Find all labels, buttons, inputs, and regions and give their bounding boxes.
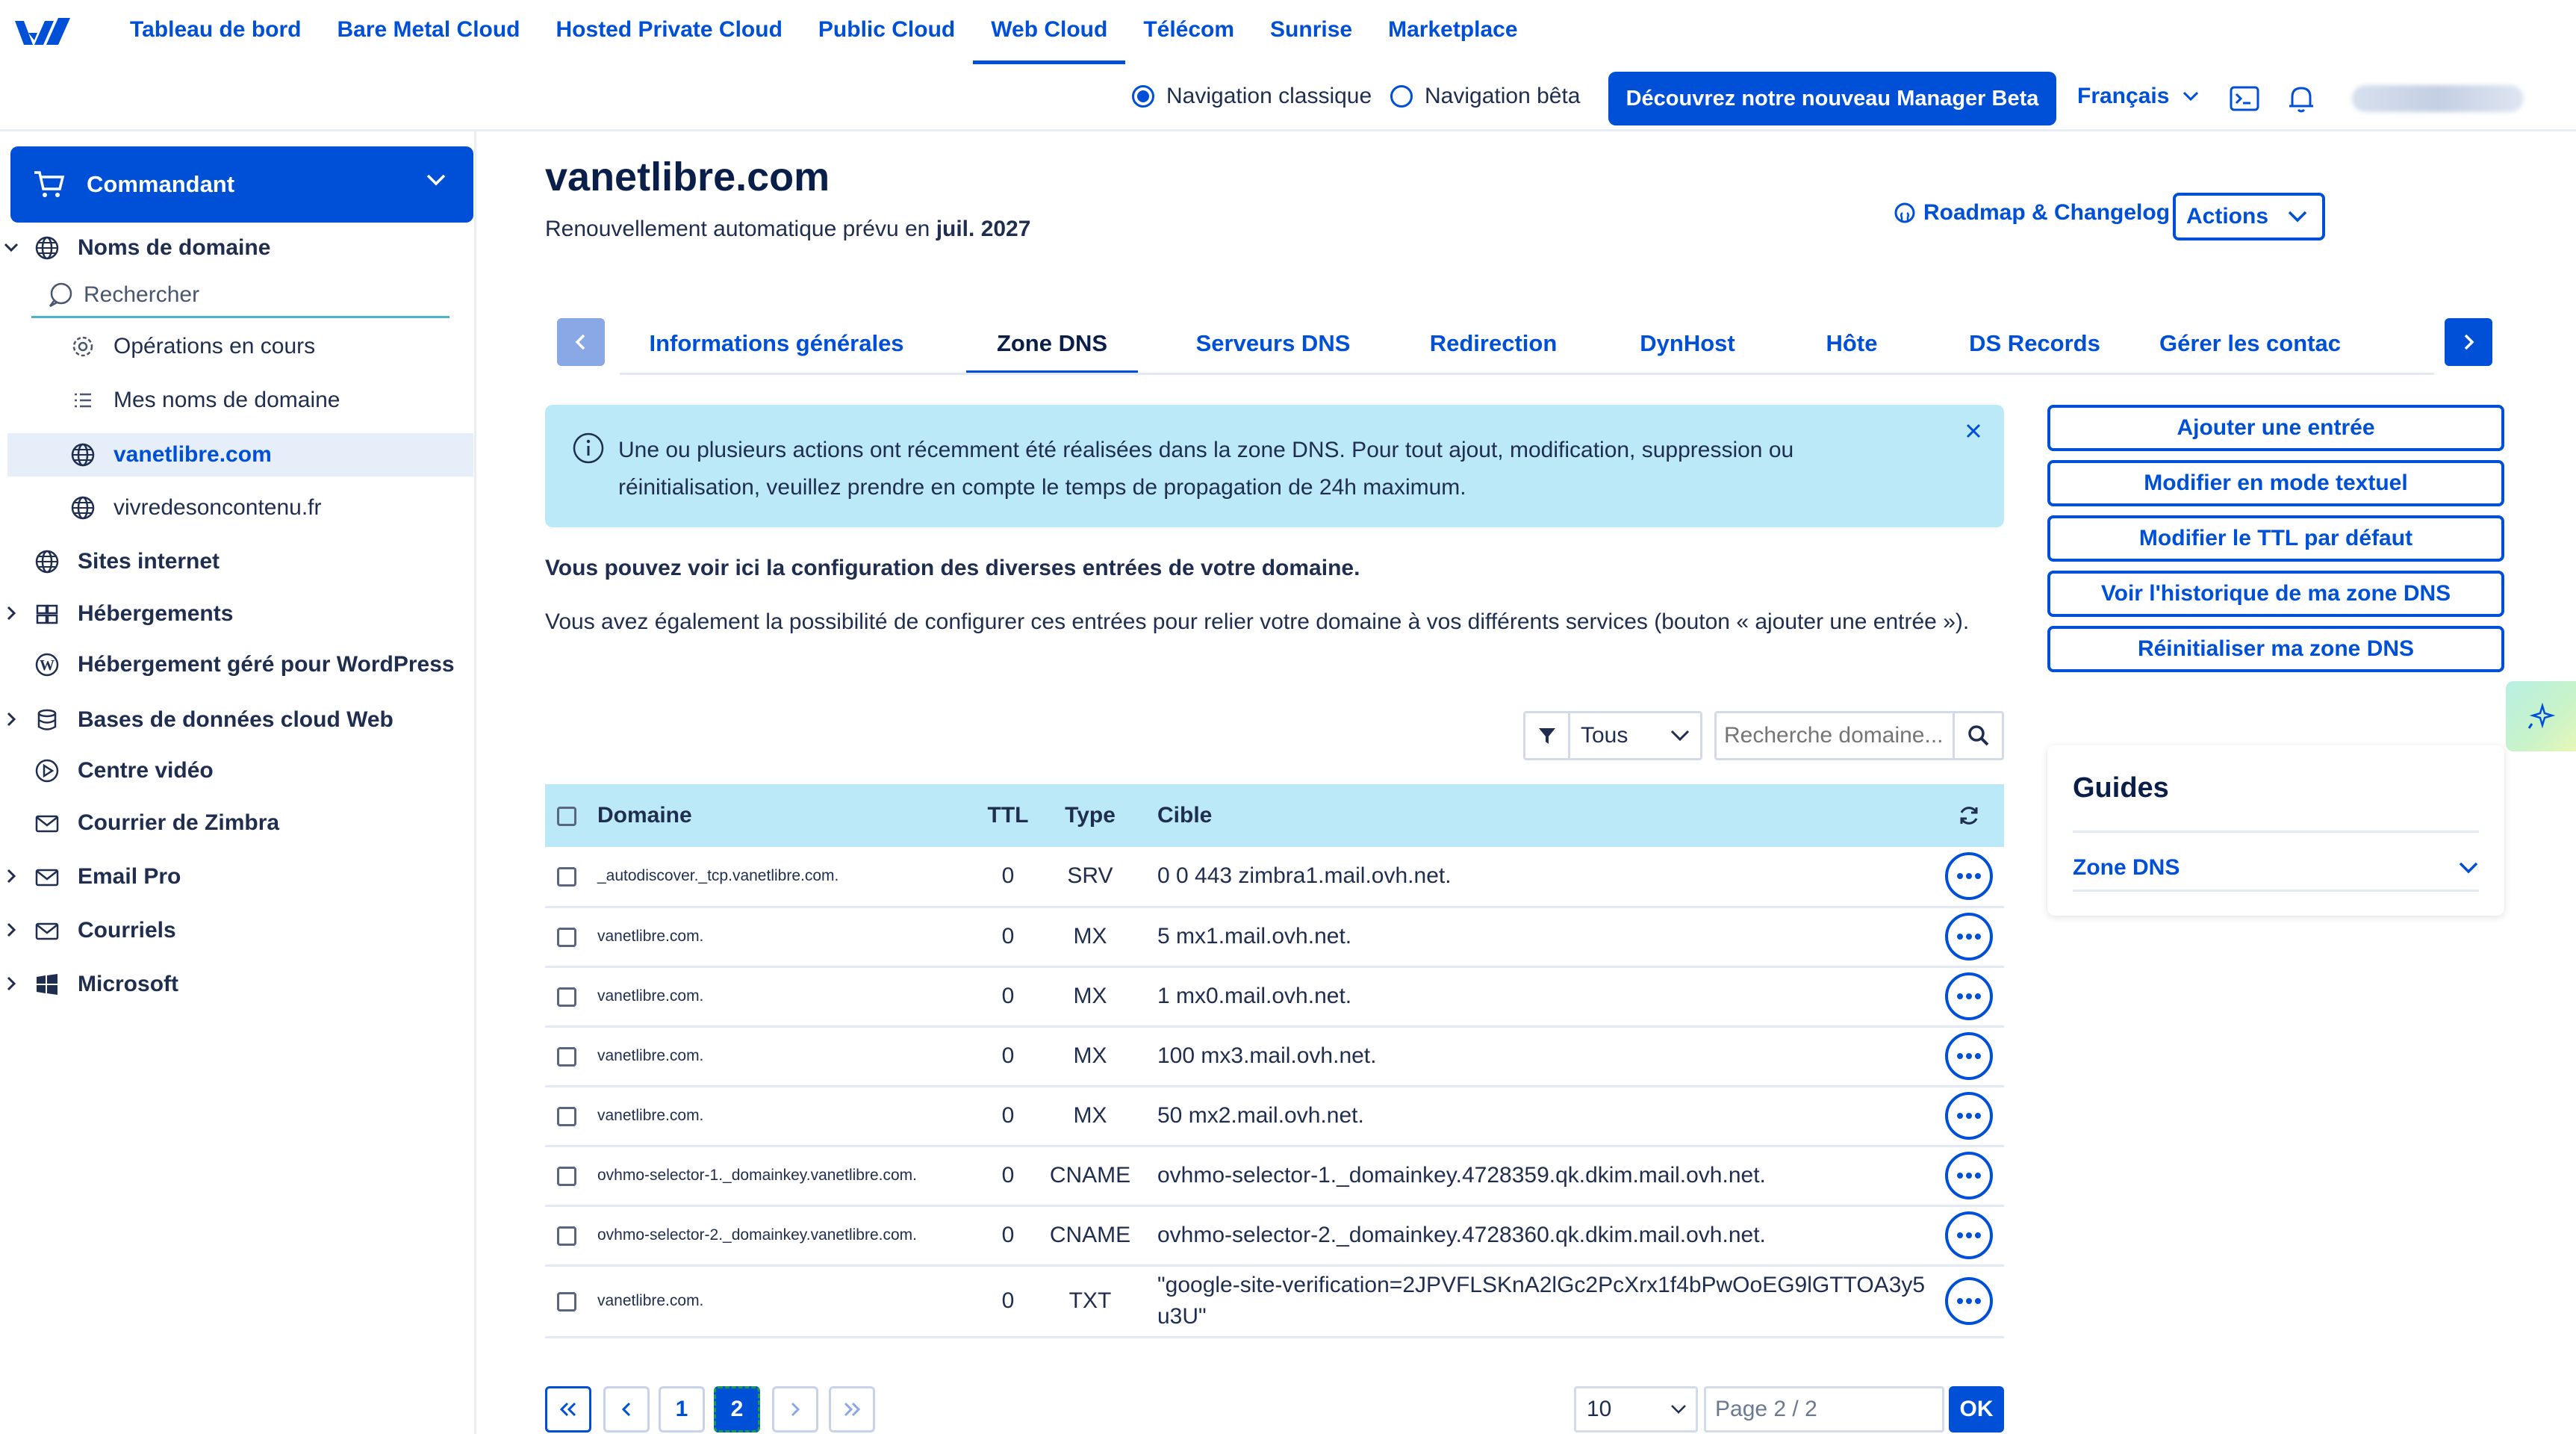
cell-ttl: 0 <box>978 1265 1038 1337</box>
chevron-down-icon <box>426 173 447 187</box>
chevron-right-icon[interactable] <box>3 711 19 727</box>
row-select-cell <box>545 1026 597 1086</box>
windows-icon <box>34 972 60 997</box>
table-row <box>545 907 2004 966</box>
globe-icon <box>34 235 60 261</box>
row-more-button[interactable] <box>1945 852 1993 900</box>
sidebar-item-label: Courrier de Zimbra <box>78 810 280 835</box>
sidebar-item-label: Sites internet <box>78 549 220 574</box>
row-checkbox[interactable] <box>557 987 576 1007</box>
row-select-cell <box>545 847 597 907</box>
items-per-page-select[interactable] <box>1574 1386 1698 1433</box>
sidebar-item-label: vivredesoncontenu.fr <box>113 495 322 520</box>
info-icon <box>572 432 605 465</box>
sidebar-item-vivredesoncontenu[interactable] <box>70 487 322 529</box>
cell-ttl: 0 <box>978 1205 1038 1265</box>
cell-ttl: 0 <box>978 1026 1038 1086</box>
sidebar-item-zimbra[interactable] <box>34 801 279 845</box>
sidebar-search-placeholder: Rechercher <box>84 282 200 307</box>
cell-type: TXT <box>1038 1265 1142 1337</box>
page-number-input[interactable] <box>1704 1386 1944 1433</box>
tabs <box>620 314 2434 375</box>
previous-page-button[interactable] <box>603 1386 650 1433</box>
cell-type: MX <box>1038 966 1142 1026</box>
sidebar-item-label: Mes noms de domaine <box>113 388 340 412</box>
cell-target: 100 mx3.mail.ovh.net. <box>1142 1026 1934 1086</box>
info-banner <box>545 405 2004 527</box>
sidebar-item-label: Courriels <box>78 918 176 943</box>
sidebar-item-email-pro[interactable] <box>34 854 181 899</box>
search-bubble-icon <box>46 281 75 309</box>
sidebar-item-label: Opérations en cours <box>113 334 316 358</box>
cell-target: 0 0 443 zimbra1.mail.ovh.net. <box>1142 847 1934 907</box>
column-header-ttl[interactable]: TTL <box>987 803 1029 828</box>
cell-type: MX <box>1038 907 1142 966</box>
edit-text-mode-button[interactable]: Modifier en mode textuel <box>2047 460 2504 506</box>
cell-target: ovhmo-selector-1._domainkey.4728359.qk.dkim.mail.ovh.net. <box>1142 1146 1934 1205</box>
mail-icon <box>34 918 60 943</box>
row-more-button[interactable] <box>1945 1032 1993 1080</box>
sidebar-item-video-center[interactable] <box>34 748 214 793</box>
globe-icon <box>34 549 60 574</box>
chevron-right-icon[interactable] <box>3 868 19 884</box>
chevron-down-icon <box>2288 211 2307 223</box>
search-button[interactable] <box>1953 713 2002 758</box>
cell-domain: ovhmo-selector-1._domainkey.vanetlibre.com. <box>597 1146 978 1205</box>
double-chevron-right-icon <box>842 1401 862 1418</box>
row-more-button[interactable] <box>1945 1211 1993 1259</box>
row-more-button[interactable] <box>1945 972 1993 1020</box>
sidebar-item-microsoft[interactable] <box>34 962 178 1007</box>
chevron-down-icon <box>1670 1404 1687 1415</box>
play-icon <box>34 758 60 783</box>
cell-target: 1 mx0.mail.ovh.net. <box>1142 966 1934 1026</box>
globe-icon <box>70 442 96 468</box>
guides-panel <box>2047 745 2504 916</box>
type-filter-select[interactable] <box>1523 711 1702 760</box>
refresh-icon[interactable] <box>1957 804 1981 828</box>
cell-domain: vanetlibre.com. <box>597 1265 978 1337</box>
edit-default-ttl-button[interactable]: Modifier le TTL par défaut <box>2047 515 2504 562</box>
guide-zone-dns-label: Zone DNS <box>2073 854 2180 880</box>
classic-navigation-label: Navigation classique <box>1166 84 1372 108</box>
tab-zone-dns[interactable]: Zone DNS <box>966 314 1138 375</box>
sidebar-item-vanetlibre[interactable] <box>7 433 473 477</box>
cell-target: "google-site-verification=2JPVFLSKnA2lGc2PcXrx1f4bPwOoEG9lGTTOA3y5u3U" <box>1142 1265 1934 1337</box>
cell-type: SRV <box>1038 847 1142 907</box>
add-entry-button[interactable]: Ajouter une entrée <box>2047 405 2504 451</box>
actions-dropdown[interactable] <box>2173 193 2325 240</box>
tab-ds-records[interactable]: DS Records <box>1969 330 2100 356</box>
row-select-cell <box>545 1205 597 1265</box>
chevron-left-icon <box>620 1401 632 1418</box>
cell-type: CNAME <box>1038 1146 1142 1205</box>
ai-assistant-button[interactable] <box>2506 681 2576 751</box>
list-icon <box>70 388 96 413</box>
tab-dns-servers[interactable]: Serveurs DNS <box>1195 330 1351 356</box>
roadmap-changelog-link[interactable] <box>1894 200 2170 226</box>
filter-icon <box>1525 713 1570 758</box>
cell-target: ovhmo-selector-2._domainkey.4728360.qk.dkim.mail.ovh.net. <box>1142 1205 1934 1265</box>
reset-dns-zone-button[interactable]: Réinitialiser ma zone DNS <box>2047 626 2504 672</box>
row-actions-cell <box>1934 1205 2004 1265</box>
cell-target: 50 mx2.mail.ovh.net. <box>1142 1086 1934 1146</box>
cart-icon <box>33 170 66 199</box>
row-actions-cell <box>1934 1026 2004 1086</box>
servers-icon <box>34 601 60 627</box>
intro-heading: Vous pouvez voir ici la configuration des diverses entrées de votre domaine. <box>545 556 1360 580</box>
cell-type: CNAME <box>1038 1205 1142 1265</box>
row-actions-cell <box>1934 1265 2004 1337</box>
cell-ttl: 0 <box>978 1086 1038 1146</box>
sidebar-item-hosting[interactable] <box>34 592 233 636</box>
close-icon[interactable] <box>1962 420 1985 442</box>
main-navigation <box>112 0 1536 64</box>
sparkle-icon <box>2526 701 2556 731</box>
column-header-domain[interactable]: Domaine <box>597 803 692 828</box>
svg-text:W: W <box>40 657 55 674</box>
select-all-cell <box>545 784 597 847</box>
sidebar-item-label: Noms de domaine <box>78 235 271 260</box>
renewal-info <box>545 217 1030 242</box>
beta-navigation-label: Navigation bêta <box>1425 84 1581 108</box>
row-checkbox[interactable] <box>557 1047 576 1067</box>
chevron-down-icon <box>1670 730 1690 742</box>
items-per-page-value: 10 <box>1587 1397 1612 1421</box>
table-header-row <box>545 784 2004 847</box>
column-header-target[interactable]: Cible <box>1157 803 1213 828</box>
sidebar-item-websites[interactable] <box>34 539 220 584</box>
cell-domain: vanetlibre.com. <box>597 907 978 966</box>
tab-manage-contacts[interactable]: Gérer les contac <box>2159 330 2341 356</box>
last-page-button[interactable] <box>829 1386 875 1433</box>
row-select-cell <box>545 907 597 966</box>
cell-ttl: 0 <box>978 1146 1038 1205</box>
guides-divider <box>2073 831 2479 833</box>
row-more-button[interactable] <box>1945 1277 1993 1325</box>
cell-ttl: 0 <box>978 847 1038 907</box>
info-banner-line-2: réinitialisation, veuillez prendre en compte le temps de propagation de 24h maximum. <box>618 475 1466 500</box>
user-account-menu[interactable] <box>2352 85 2524 112</box>
sidebar-item-label: Hébergements <box>78 601 234 626</box>
cell-domain: vanetlibre.com. <box>597 1026 978 1086</box>
first-page-button[interactable] <box>545 1386 591 1433</box>
commandant-button[interactable] <box>10 146 473 223</box>
sidebar-item-ongoing-operations[interactable] <box>70 327 315 366</box>
chevron-down-icon[interactable] <box>3 239 19 255</box>
row-actions-cell <box>1934 847 2004 907</box>
row-more-button[interactable] <box>1945 913 1993 960</box>
domain-search-input[interactable] <box>1717 723 1953 748</box>
search-icon <box>1967 724 1991 748</box>
sidebar-item-wordpress-hosting[interactable] <box>34 642 455 687</box>
table-row <box>545 1205 2004 1265</box>
renewal-date: juil. 2027 <box>936 217 1031 241</box>
tab-redirection[interactable]: Redirection <box>1429 330 1558 356</box>
cell-type: MX <box>1038 1026 1142 1086</box>
nav-hosted-private-cloud[interactable]: Hosted Private Cloud <box>556 17 783 42</box>
commandant-label: Commandant <box>87 171 235 197</box>
actions-label: Actions <box>2186 204 2269 229</box>
table-row <box>545 847 2004 907</box>
guide-zone-dns[interactable] <box>2073 845 2479 892</box>
cell-domain: _autodiscover._tcp.vanetlibre.com. <box>597 847 978 907</box>
sidebar-item-my-domains[interactable] <box>70 381 340 420</box>
mail-icon <box>34 864 60 890</box>
info-banner-line-1: Une ou plusieurs actions ont récemment été réalisées dans la zone DNS. Pour tout ajout, modification, suppression ou <box>618 438 1794 462</box>
row-checkbox[interactable] <box>557 1167 576 1186</box>
row-select-cell <box>545 1146 597 1205</box>
page-title: vanetlibre.com <box>545 155 830 199</box>
row-more-button[interactable] <box>1945 1152 1993 1199</box>
sidebar-item-label: Email Pro <box>78 864 181 889</box>
nav-sunrise[interactable]: Sunrise <box>1270 17 1353 42</box>
cell-type: MX <box>1038 1086 1142 1146</box>
wordpress-icon <box>34 652 60 677</box>
row-checkbox[interactable] <box>557 928 576 947</box>
language-label: Français <box>2077 84 2170 108</box>
sidebar-item-label: Microsoft <box>78 972 178 996</box>
classic-navigation-option[interactable] <box>1132 84 1372 109</box>
cell-domain: vanetlibre.com. <box>597 1086 978 1146</box>
nav-bare-metal-cloud[interactable]: Bare Metal Cloud <box>337 17 520 42</box>
sidebar-item-databases[interactable] <box>34 698 393 742</box>
nav-public-cloud[interactable]: Public Cloud <box>818 17 956 42</box>
nav-marketplace[interactable]: Marketplace <box>1388 17 1518 42</box>
chevron-right-icon <box>789 1401 801 1418</box>
dns-zone-history-button[interactable]: Voir l'historique de ma zone DNS <box>2047 571 2504 617</box>
chevron-right-icon[interactable] <box>3 922 19 938</box>
top-bar <box>0 0 2576 131</box>
database-icon <box>34 707 60 733</box>
bell-icon[interactable] <box>2285 82 2318 115</box>
nav-telecom[interactable]: Télécom <box>1143 17 1235 42</box>
go-to-page-button[interactable]: OK <box>1949 1386 2004 1433</box>
sidebar-item-emails[interactable] <box>34 908 176 953</box>
beta-navigation-radio[interactable] <box>1390 85 1413 108</box>
next-page-button[interactable] <box>772 1386 818 1433</box>
cell-domain: vanetlibre.com. <box>597 966 978 1026</box>
select-all-checkbox[interactable] <box>557 807 576 826</box>
discover-beta-manager-button[interactable]: Découvrez notre nouveau Manager Beta <box>1608 72 2056 125</box>
chevron-down-icon <box>2183 91 2199 102</box>
cell-domain: ovhmo-selector-2._domainkey.vanetlibre.com. <box>597 1205 978 1265</box>
refresh-cell <box>1934 784 2004 847</box>
row-select-cell <box>545 1265 597 1337</box>
dns-records-table <box>545 784 2004 1338</box>
sidebar-item-domain-names[interactable] <box>34 226 270 270</box>
nav-web-cloud[interactable]: Web Cloud <box>973 0 1125 64</box>
row-more-button[interactable] <box>1945 1092 1993 1140</box>
row-actions-cell <box>1934 1146 2004 1205</box>
chevron-right-icon[interactable] <box>3 975 19 992</box>
beta-navigation-option[interactable] <box>1390 84 1580 109</box>
row-checkbox[interactable] <box>557 867 576 887</box>
tab-general-information[interactable]: Informations générales <box>649 330 904 356</box>
globe-icon <box>70 495 96 521</box>
chevron-left-icon <box>574 333 588 351</box>
sidebar <box>0 131 476 1434</box>
roadmap-label: Roadmap & Changelog <box>1923 200 2171 225</box>
tab-host[interactable]: Hôte <box>1826 330 1878 356</box>
table-row <box>545 1265 2004 1337</box>
tab-dynhost[interactable]: DynHost <box>1640 330 1735 356</box>
sidebar-search-input[interactable] <box>31 273 449 318</box>
intro-text: Vous avez également la possibilité de configurer ces entrées pour relier votre domaine à vos différents services (bouton « ajouter une entrée »). <box>545 609 1970 634</box>
table-row <box>545 966 2004 1026</box>
ovh-logo[interactable] <box>12 13 75 52</box>
double-chevron-left-icon <box>559 1401 578 1418</box>
classic-navigation-radio[interactable] <box>1132 85 1154 108</box>
language-selector[interactable] <box>2077 84 2199 109</box>
table-row <box>545 1026 2004 1086</box>
row-checkbox[interactable] <box>557 1226 576 1246</box>
sidebar-item-label: Bases de données cloud Web <box>78 707 393 732</box>
nav-dashboard[interactable]: Tableau de bord <box>130 17 302 42</box>
row-checkbox[interactable] <box>557 1292 576 1312</box>
cell-ttl: 0 <box>978 907 1038 966</box>
mail-icon <box>34 810 60 836</box>
tabs-scroll-right-button[interactable] <box>2445 318 2492 366</box>
cell-ttl: 0 <box>978 966 1038 1026</box>
chevron-down-icon <box>2458 861 2479 875</box>
sidebar-item-label: vanetlibre.com <box>113 442 272 467</box>
tabs-scroll-left-button[interactable] <box>557 318 605 366</box>
page-number-placeholder: Page 2 / 2 <box>1715 1397 1817 1421</box>
row-actions-cell <box>1934 966 2004 1026</box>
cell-target: 5 mx1.mail.ovh.net. <box>1142 907 1934 966</box>
sidebar-item-label: Hébergement géré pour WordPress <box>78 652 455 677</box>
github-icon <box>1894 202 1916 224</box>
row-select-cell <box>545 966 597 1026</box>
sidebar-item-label: Centre vidéo <box>78 758 214 783</box>
row-actions-cell <box>1934 1086 2004 1146</box>
guides-title: Guides <box>2073 772 2169 804</box>
table-row <box>545 1146 2004 1205</box>
chevron-right-icon <box>2462 333 2475 351</box>
chevron-right-icon[interactable] <box>3 605 19 621</box>
table-row <box>545 1086 2004 1146</box>
row-select-cell <box>545 1086 597 1146</box>
row-checkbox[interactable] <box>557 1107 576 1126</box>
domain-search-field[interactable] <box>1714 711 2004 760</box>
type-filter-value: Tous <box>1581 723 1628 748</box>
page-1-button[interactable]: 1 <box>659 1386 705 1433</box>
gear-icon <box>70 334 96 359</box>
page-2-button[interactable]: 2 <box>714 1386 760 1433</box>
info-banner-message <box>618 432 1903 506</box>
terminal-icon[interactable] <box>2228 82 2261 115</box>
row-actions-cell <box>1934 907 2004 966</box>
column-header-type[interactable]: Type <box>1065 803 1116 828</box>
renewal-prefix: Renouvellement automatique prévu en <box>545 217 930 241</box>
